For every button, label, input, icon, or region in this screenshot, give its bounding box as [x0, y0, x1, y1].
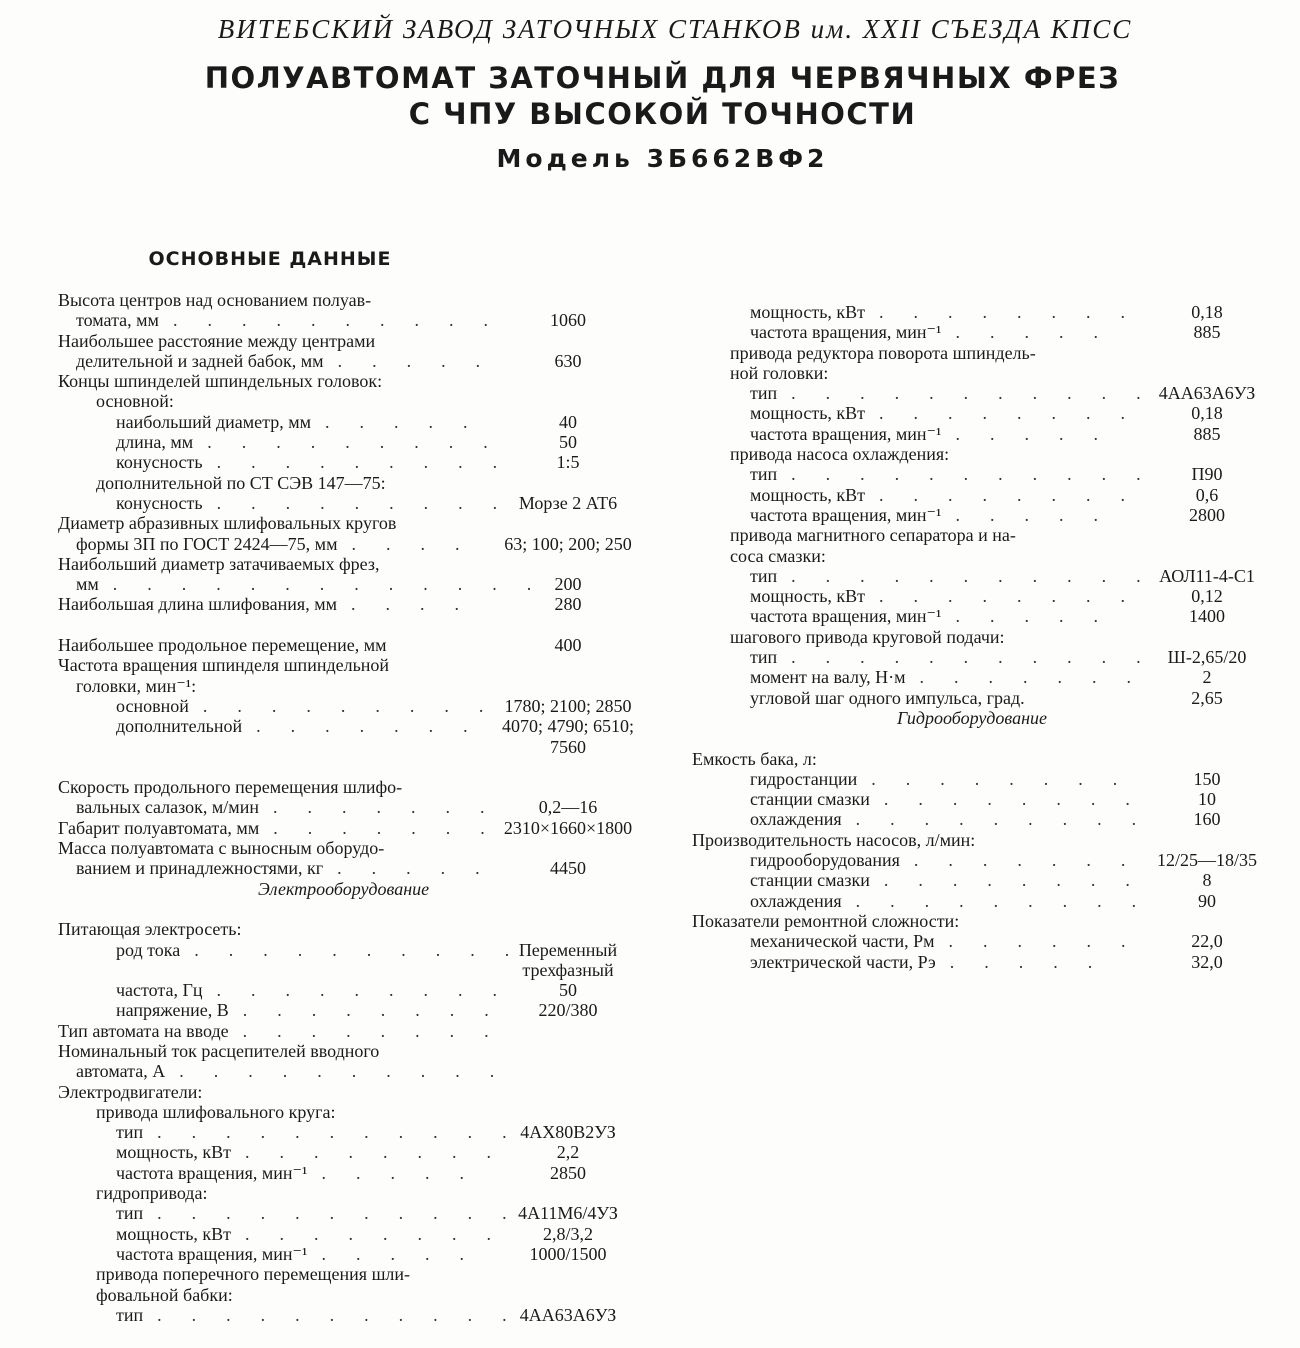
spec-value: 220/380 — [538, 1000, 598, 1021]
spec-value: 2,8/3,2 — [542, 1223, 593, 1244]
spec-row — [58, 371, 678, 391]
spec-row — [58, 919, 678, 939]
leader-dots: . . . . . . . . — [242, 1020, 519, 1041]
spec-row — [692, 363, 1272, 383]
spec-row — [692, 606, 1272, 626]
spec-label: мощность, кВт — [750, 586, 866, 607]
spec-label: частота, Гц — [116, 980, 203, 1001]
subsection-title: Гидрооборудование — [897, 707, 1047, 728]
spec-row — [692, 525, 1272, 545]
leader-dots: . . . . . . . . . . . — [157, 1203, 537, 1224]
spec-row — [58, 635, 678, 655]
spec-value: 200 — [554, 574, 582, 595]
spec-row — [58, 1224, 678, 1244]
spec-value: 90 — [1198, 890, 1216, 911]
spec-label: напряжение, В — [116, 1000, 229, 1021]
spec-value: 2,65 — [1191, 687, 1223, 708]
spec-row — [58, 331, 678, 351]
spec-value: 0,2—16 — [538, 797, 598, 818]
spec-value: 630 — [554, 350, 582, 371]
spec-row — [58, 818, 678, 838]
spec-row — [58, 554, 678, 574]
spec-label: частота вращения, мин⁻¹ — [116, 1243, 308, 1264]
leader-dots: . . . . . . . . . — [207, 432, 518, 453]
spec-row — [692, 444, 1272, 464]
spec-label: привода магнитного сепаратора и на- — [730, 525, 1016, 546]
leader-dots: . . . . . . . . — [245, 1142, 522, 1163]
spec-row — [58, 797, 678, 817]
spec-row — [58, 1163, 678, 1183]
spec-row — [58, 858, 678, 878]
spec-label: охлаждения — [750, 890, 842, 911]
spec-value: 400 — [554, 635, 582, 656]
spec-label: Тип автомата на вводе — [58, 1020, 229, 1041]
spec-row — [692, 850, 1272, 870]
leader-dots: . . . . . . — [948, 931, 1156, 952]
spec-label: частота вращения, мин⁻¹ — [750, 606, 942, 627]
spec-label: гидростанции — [750, 768, 858, 789]
spec-label: механической части, Рм — [750, 931, 935, 952]
spec-value: 8 — [1202, 870, 1212, 891]
leader-dots: . . . . . . . . . — [855, 890, 1167, 911]
spec-row — [692, 343, 1272, 363]
spec-value: 1000/1500 — [529, 1243, 607, 1264]
spec-label: тип — [750, 565, 778, 586]
spec-label: станции смазки — [750, 789, 870, 810]
spec-row — [58, 1082, 678, 1102]
leader-dots: . . . . . . . . . . — [194, 939, 540, 960]
subsection-heading — [692, 708, 1272, 728]
spec-label: тип — [116, 1304, 144, 1325]
spec-label: охлаждения — [750, 809, 842, 830]
spec-label: Показатели ремонтной сложности: — [692, 910, 960, 931]
leader-dots: . . . . . . . . . . . . . — [112, 574, 562, 595]
leader-dots: . . . . . . . . — [883, 789, 1160, 810]
spec-row — [692, 586, 1272, 606]
spec-row — [58, 1021, 678, 1041]
spec-label: соса смазки: — [730, 545, 826, 566]
spec-label: дополнительной — [116, 716, 243, 737]
factory-name: ВИТЕБСКИЙ ЗАВОД ЗАТОЧНЫХ СТАНКОВ им. XXII СЪЕЗДА КПСС — [217, 14, 1133, 44]
spec-label: частота вращения, мин⁻¹ — [750, 504, 942, 525]
spec-row — [58, 940, 678, 960]
spacer — [692, 728, 1272, 748]
spec-label: Концы шпинделей шпиндельных головок: — [58, 371, 383, 392]
spec-label: мощность, кВт — [116, 1142, 232, 1163]
spec-label: Наибольшая длина шлифования, мм — [58, 594, 337, 615]
spec-label: привода поперечного перемещения шли- — [96, 1264, 411, 1285]
spec-row — [58, 676, 678, 696]
leader-dots: . . . . . . . . — [879, 302, 1156, 322]
spec-row — [58, 696, 678, 716]
spacer — [58, 757, 678, 777]
spec-label: станции смазки — [750, 870, 870, 891]
spec-label: дополнительной по СТ СЭВ 147—75: — [96, 472, 386, 493]
leader-dots: . . . . . . . . . — [216, 452, 528, 473]
spec-value: 1060 — [550, 310, 586, 331]
spec-label: привода редуктора поворота шпиндель- — [730, 342, 1036, 363]
spec-row — [692, 769, 1272, 789]
spec-label: гидропривода: — [96, 1183, 208, 1204]
spec-label: Электродвигатели: — [58, 1081, 203, 1102]
spec-label: угловой шаг одного импульса, град. — [750, 687, 1025, 708]
spec-row — [58, 290, 678, 310]
spec-label: томата, мм — [76, 310, 159, 331]
spacer — [58, 899, 678, 919]
spec-row — [692, 464, 1272, 484]
spec-row — [58, 310, 678, 330]
spec-label: вальных салазок, м/мин — [76, 797, 259, 818]
spec-label: конусность — [116, 492, 203, 513]
machine-title — [0, 60, 1300, 132]
leader-dots: . . . . . . . — [913, 850, 1156, 871]
spec-row — [58, 1122, 678, 1142]
spec-value: 40 — [559, 411, 577, 432]
spec-label: электрической части, Рэ — [750, 951, 936, 972]
spec-row — [58, 1305, 678, 1325]
leader-dots: . . . . . . . . . . . — [157, 1304, 537, 1325]
leader-dots: . . . . . . . — [919, 667, 1162, 688]
spec-label: гидрооборудования — [750, 850, 900, 871]
spec-label: мощность, кВт — [116, 1223, 232, 1244]
spec-value: Переменный — [518, 939, 618, 960]
spec-label: длина, мм — [116, 432, 194, 453]
spec-value: 7560 — [550, 736, 586, 757]
spec-row — [692, 403, 1272, 423]
spec-row — [58, 1142, 678, 1162]
leader-dots: . . . . . — [321, 1162, 494, 1183]
spec-value: 32,0 — [1191, 951, 1223, 972]
spec-row — [58, 493, 678, 513]
leader-dots: . . . . . . . . — [879, 403, 1156, 424]
spec-label: Диаметр абразивных шлифовальных кругов — [58, 513, 397, 534]
spec-row — [692, 688, 1272, 708]
spec-label: головки, мин⁻¹: — [76, 675, 197, 696]
title-line-1: ПОЛУАВТОМАТ ЗАТОЧНЫЙ ДЛЯ ЧЕРВЯЧНЫХ ФРЕЗ — [204, 61, 1121, 95]
spec-label: привода шлифовального круга: — [96, 1101, 336, 1122]
spec-value: Ш-2,65/20 — [1167, 647, 1247, 668]
spec-label: фовальной бабки: — [96, 1284, 233, 1305]
spec-value: 2800 — [1189, 504, 1225, 525]
spec-label: Высота центров над основанием полуав- — [58, 290, 372, 310]
spec-row — [58, 1041, 678, 1061]
spec-row — [58, 960, 678, 980]
spec-label: мощность, кВт — [750, 403, 866, 424]
spec-row — [58, 1203, 678, 1223]
spec-label: тип — [750, 383, 778, 404]
spec-value: 0,6 — [1195, 484, 1219, 505]
spec-label: мощность, кВт — [750, 484, 866, 505]
spec-row — [692, 322, 1272, 342]
section-title: ОСНОВНЫЕ ДАННЫЕ — [148, 248, 392, 270]
spec-label: мм — [76, 574, 99, 595]
spec-row — [58, 534, 678, 554]
leader-dots: . . . . . . . . . — [855, 809, 1167, 830]
leader-dots: . . . . . — [321, 1243, 494, 1264]
leader-dots: . . . . . . . . — [883, 870, 1160, 891]
spec-row — [58, 351, 678, 371]
leader-dots: . . . . . — [337, 350, 511, 371]
leader-dots: . . . . . . . . — [245, 1223, 522, 1244]
spec-label: частота вращения, мин⁻¹ — [750, 322, 942, 343]
spec-label: формы 3П по ГОСТ 2424—75, мм — [76, 533, 338, 554]
spec-value: 4450 — [550, 858, 586, 879]
spec-row — [58, 1264, 678, 1284]
spec-value: АОЛ11-4-С1 — [1159, 565, 1255, 586]
spec-value: П90 — [1191, 464, 1223, 485]
spec-value: Морзе 2 АТ6 — [518, 492, 618, 513]
spec-row — [58, 737, 678, 757]
spec-row — [58, 432, 678, 452]
spec-label: тип — [116, 1122, 144, 1143]
spec-row — [692, 546, 1272, 566]
spec-label: Номинальный ток расцепителей вводного — [58, 1040, 380, 1061]
subsection-title: Электрооборудование — [258, 878, 430, 899]
spec-row — [692, 627, 1272, 647]
leader-dots: . . . . . . . . . . . — [157, 1122, 537, 1143]
spec-row — [58, 777, 678, 797]
spec-row — [692, 749, 1272, 769]
leader-dots: . . . . . . . . . — [202, 695, 514, 716]
spec-row — [58, 1244, 678, 1264]
spec-value: 4АХ80В2УЗ — [520, 1122, 616, 1143]
spec-row — [692, 424, 1272, 444]
spec-row — [58, 980, 678, 1000]
spec-value: 4АА63А6УЗ — [519, 1304, 617, 1325]
spec-row — [692, 891, 1272, 911]
leader-dots: . . . . . . . . . . . — [791, 647, 1171, 668]
leader-dots: . . . . . . . . . — [216, 492, 528, 513]
spec-value: 0,18 — [1191, 403, 1223, 424]
spec-value: 2850 — [550, 1162, 586, 1183]
spec-label: Масса полуавтомата с выносным оборудо- — [58, 838, 385, 859]
spec-row — [58, 452, 678, 472]
spec-row — [58, 1102, 678, 1122]
leader-dots: . . . . . . . — [273, 817, 515, 838]
spec-label: шагового привода круговой подачи: — [730, 626, 1005, 647]
leader-dots: . . . . . . . . — [871, 768, 1148, 789]
leader-dots: . . . . . . . — [272, 797, 515, 818]
spec-row — [692, 911, 1272, 931]
spec-value: 2,2 — [556, 1142, 580, 1163]
leader-dots: . . . . . . . . — [879, 484, 1156, 505]
title-line-2: С ЧПУ ВЫСОКОЙ ТОЧНОСТИ — [408, 97, 917, 131]
spec-value: 50 — [559, 432, 577, 453]
leader-dots: . . . . . . . . . — [216, 980, 528, 1001]
leader-dots: . . . . — [350, 594, 489, 615]
leader-dots: . . . . . . . . . . — [172, 310, 518, 331]
spec-label: Наибольшее продольное перемещение, мм — [58, 635, 387, 656]
leader-dots: . . . . — [351, 533, 490, 554]
spec-row — [58, 594, 678, 614]
spec-value: 63; 100; 200; 250 — [504, 533, 632, 554]
spec-value: 160 — [1193, 809, 1221, 830]
spec-row — [58, 1061, 678, 1081]
spec-label: частота вращения, мин⁻¹ — [750, 423, 942, 444]
spec-row — [692, 505, 1272, 525]
spec-value: трехфазный — [522, 959, 614, 980]
spec-row — [58, 513, 678, 533]
spec-row — [58, 655, 678, 675]
spec-row — [692, 830, 1272, 850]
spec-column-left — [58, 290, 678, 1325]
spec-row — [58, 838, 678, 858]
spec-value: 0,18 — [1191, 302, 1223, 322]
spec-label: мощность, кВт — [750, 302, 866, 322]
spec-label: Емкость бака, л: — [692, 748, 817, 769]
spec-label: Питающая электросеть: — [58, 919, 242, 940]
spec-label: род тока — [116, 939, 181, 960]
spec-value: 4А11М6/4УЗ — [518, 1203, 618, 1224]
spec-value: 2310×1660×1800 — [503, 817, 633, 838]
spec-value: 10 — [1198, 789, 1216, 810]
spec-row — [692, 667, 1272, 687]
leader-dots: . . . . . . . . . . . — [791, 565, 1171, 586]
spec-label: Производительность насосов, л/мин: — [692, 829, 976, 850]
spec-value: 2 — [1202, 667, 1212, 688]
spec-row — [58, 574, 678, 594]
spec-row — [58, 1183, 678, 1203]
spec-row — [58, 716, 678, 736]
spec-label: тип — [750, 647, 778, 668]
spec-value: 4АА63А6УЗ — [1158, 383, 1256, 404]
spec-value: 885 — [1193, 423, 1221, 444]
leader-dots: . . . . . . . . . . . — [791, 383, 1171, 404]
spec-label: основной: — [96, 391, 174, 412]
spec-row — [58, 473, 678, 493]
spec-label: Габарит полуавтомата, мм — [58, 817, 260, 838]
spec-value: 4070; 4790; 6510; — [501, 716, 634, 737]
spec-value: 0,12 — [1191, 586, 1223, 607]
spec-row — [692, 952, 1272, 972]
spec-label: тип — [750, 464, 778, 485]
spec-value: 1400 — [1189, 606, 1225, 627]
leader-dots: . . . . . . . — [256, 716, 498, 737]
spec-row — [692, 809, 1272, 829]
model-designation: Модель 3Б662ВФ2 — [496, 144, 829, 173]
spec-column-right — [692, 302, 1272, 972]
leader-dots: . . . . . — [955, 504, 1128, 525]
spec-value: 22,0 — [1191, 931, 1223, 952]
leader-dots: . . . . . — [955, 606, 1128, 627]
spec-label: Наибольший диаметр затачиваемых фрез, — [58, 553, 380, 574]
leader-dots: . . . . . — [949, 951, 1123, 972]
leader-dots: . . . . . — [955, 423, 1128, 444]
leader-dots: . . . . . . . . . . . — [791, 464, 1171, 485]
spec-label: автомата, А — [76, 1061, 166, 1082]
spec-label: тип — [116, 1203, 144, 1224]
spec-label: делительной и задней бабок, мм — [76, 350, 324, 371]
spec-row — [58, 391, 678, 411]
spec-row — [692, 302, 1272, 322]
spec-value: 50 — [559, 980, 577, 1001]
spec-label: частота вращения, мин⁻¹ — [116, 1162, 308, 1183]
spec-row — [692, 566, 1272, 586]
leader-dots: . . . . . . . . — [242, 1000, 519, 1021]
spec-label: ной головки: — [730, 362, 829, 383]
spec-row — [58, 412, 678, 432]
spacer — [58, 615, 678, 635]
spec-label: привода насоса охлаждения: — [730, 444, 950, 465]
subsection-heading — [58, 879, 678, 899]
leader-dots: . . . . . . . . . . — [179, 1061, 525, 1082]
spec-row — [692, 789, 1272, 809]
spec-row — [58, 1285, 678, 1305]
spec-label: конусность — [116, 452, 203, 473]
spec-row — [692, 383, 1272, 403]
spec-label: ванием и принадлежностями, кг — [76, 858, 324, 879]
leader-dots: . . . . . — [337, 858, 510, 879]
spec-label: наибольший диаметр, мм — [116, 411, 312, 432]
spec-value: 150 — [1193, 768, 1221, 789]
spec-label: Скорость продольного перемещения шлифо- — [58, 777, 403, 798]
leader-dots: . . . . . — [325, 411, 498, 432]
spec-value: 12/25—18/35 — [1156, 850, 1257, 871]
spec-value: 885 — [1193, 322, 1221, 343]
spec-label: Наибольшее расстояние между центрами — [58, 330, 376, 351]
spec-value: 1:5 — [556, 452, 580, 473]
spec-value: 1780; 2100; 2850 — [504, 695, 632, 716]
spec-label: момент на валу, Н·м — [750, 667, 906, 688]
leader-dots: . . . . . . . . — [879, 586, 1156, 607]
spec-label: основной — [116, 695, 189, 716]
spec-row — [692, 647, 1272, 667]
spec-label: Частота вращения шпинделя шпиндельной — [58, 655, 390, 676]
spec-row — [692, 870, 1272, 890]
spec-value: 280 — [554, 594, 582, 615]
spec-row — [692, 931, 1272, 951]
spec-row — [58, 1000, 678, 1020]
spec-row — [692, 485, 1272, 505]
leader-dots: . . . . . — [955, 322, 1128, 343]
